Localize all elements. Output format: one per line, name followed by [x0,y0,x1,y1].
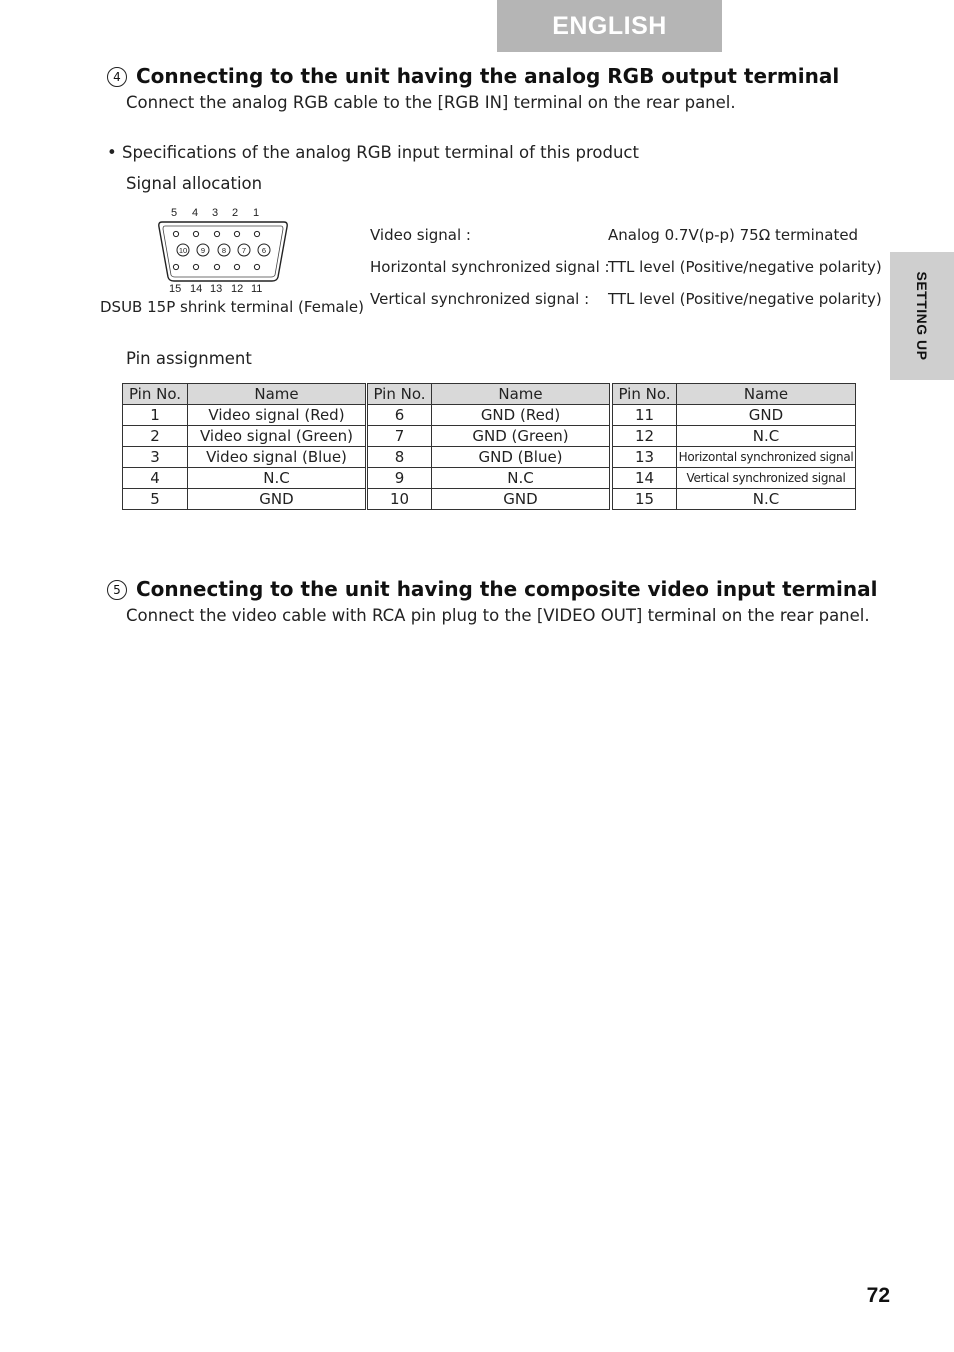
pin-name: GND [677,405,856,426]
table-row [123,447,366,468]
section-5-title: Connecting to the unit having the composite video input terminal [136,577,878,601]
table-row [123,489,366,510]
table-row [368,447,610,468]
signal-label: Horizontal synchronized signal : [370,258,610,276]
section-4-description: Connect the analog RGB cable to the [RGB IN] terminal on the rear panel. [126,93,736,112]
pin-number: 14 [613,468,677,489]
pin-name: Video signal (Green) [188,426,366,447]
pin-table-3 [612,383,856,510]
pin-table-2 [367,383,610,510]
pin-label: 10 [178,246,188,255]
pin-table-1 [122,383,366,510]
table-row [613,447,856,468]
section-4-number: 4 [107,67,127,87]
pin-name: N.C [677,489,856,510]
table-row [613,426,856,447]
pin-number: 13 [613,447,677,468]
connector-shell [150,219,296,283]
pin-number: 1 [123,405,188,426]
pin-name: GND [432,489,610,510]
language-label: ENGLISH [552,11,667,40]
pin-label: 14 [190,283,203,295]
pin-number: 7 [368,426,432,447]
signal-label: Video signal : [370,226,471,244]
section-4-title: Connecting to the unit having the analog RGB output terminal [136,64,840,88]
column-header: Name [677,384,856,405]
pin-name: GND (Blue) [432,447,610,468]
pin-number: 6 [368,405,432,426]
pin-number: 15 [613,489,677,510]
table-row [123,405,366,426]
table-row [368,426,610,447]
signal-value: TTL level (Positive/negative polarity) [608,290,882,308]
pin-label: 8 [221,246,227,255]
table-row [123,426,366,447]
side-section-tab [890,252,954,380]
pin-name: N.C [188,468,366,489]
pin-label: 7 [241,246,247,255]
table-header-row [613,384,856,405]
table-row [613,405,856,426]
table-row [613,468,856,489]
pin-label: 13 [210,283,223,295]
pin-number: 8 [368,447,432,468]
pin-name: Video signal (Red) [188,405,366,426]
table-row [368,405,610,426]
dsub-connector-diagram [150,206,296,298]
pin-number: 11 [613,405,677,426]
pin-label: 9 [200,246,206,255]
pin-number: 5 [123,489,188,510]
signal-value: Analog 0.7V(p-p) 75Ω terminated [608,226,859,244]
table-row [368,468,610,489]
pin-assignment-label: Pin assignment [126,349,252,368]
pin-label: 15 [169,283,182,295]
pin-number: 2 [123,426,188,447]
pin-name: GND (Green) [432,426,610,447]
section-5-description: Connect the video cable with RCA pin plug to the [VIDEO OUT] terminal on the rear panel. [126,606,870,625]
section-5-number: 5 [107,580,127,600]
pin-name: Vertical synchronized signal [677,468,856,489]
specs-bullet: • Specifications of the analog RGB input terminal of this product [107,143,639,162]
pin-number: 3 [123,447,188,468]
column-header: Pin No. [613,384,677,405]
pin-number: 9 [368,468,432,489]
pin-name: Video signal (Blue) [188,447,366,468]
table-row [368,489,610,510]
pin-label: 11 [251,283,263,295]
pin-name: Horizontal synchronized signal [677,447,856,468]
column-header: Name [188,384,366,405]
signal-label: Vertical synchronized signal : [370,290,590,308]
column-header: Pin No. [368,384,432,405]
language-tab [497,0,722,52]
pin-label: 3 [212,207,219,219]
pin-name: N.C [432,468,610,489]
table-header-row [368,384,610,405]
page-number: 72 [866,1284,890,1307]
pin-name: GND [188,489,366,510]
pin-number: 10 [368,489,432,510]
section-5-heading [107,577,877,601]
pin-label: 12 [231,283,244,295]
signal-value: TTL level (Positive/negative polarity) [608,258,882,276]
side-section-label: SETTING UP [914,271,930,361]
table-row [613,489,856,510]
pin-number: 4 [123,468,188,489]
section-4-heading [107,64,839,88]
column-header: Pin No. [123,384,188,405]
pin-label: 5 [171,207,178,219]
pin-number: 12 [613,426,677,447]
connector-caption: DSUB 15P shrink terminal (Female) [100,298,364,316]
table-row [123,468,366,489]
pin-name: N.C [677,426,856,447]
pin-label: 1 [253,207,260,219]
pin-name: GND (Red) [432,405,610,426]
pin-label: 4 [192,207,199,219]
pin-label: 2 [232,207,239,219]
signal-allocation-label: Signal allocation [126,174,263,193]
column-header: Name [432,384,610,405]
pin-label: 6 [261,246,267,255]
table-header-row [123,384,366,405]
